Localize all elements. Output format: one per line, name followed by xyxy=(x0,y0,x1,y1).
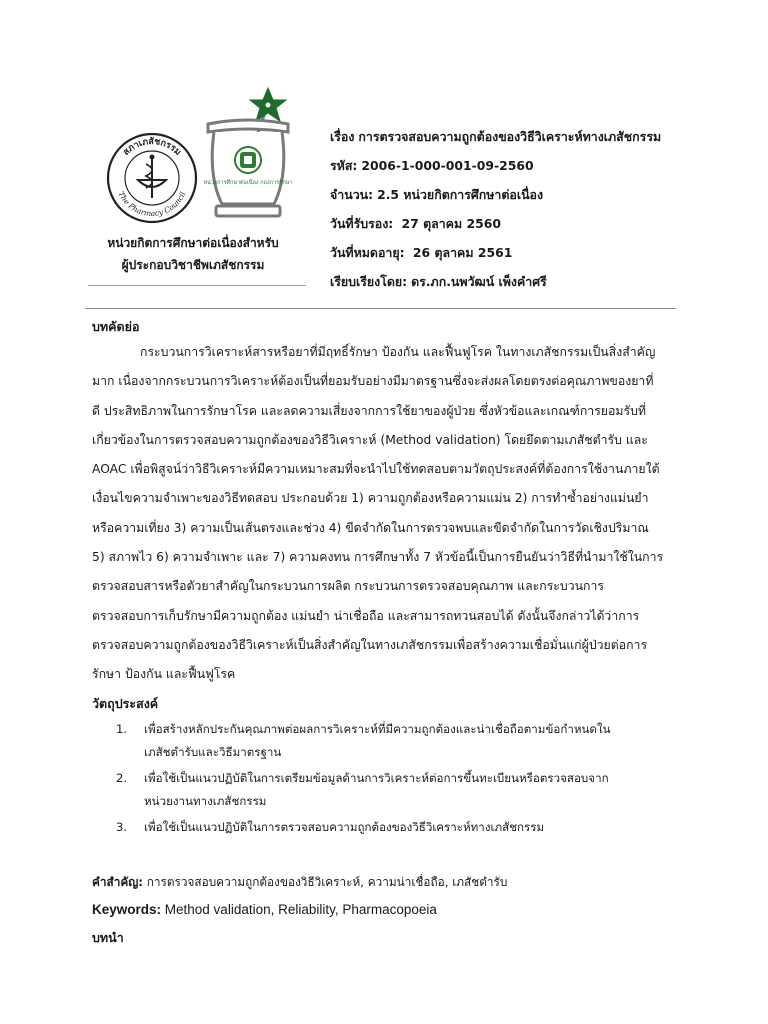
mortar-pestle-star-icon xyxy=(200,86,296,230)
abstract-line: เงื่อนไขความจำเพาะของวิธีทดสอบ ประกอบด้วย 1) ความถูกต้องหรือความแม่น 2) การทำซ้ำอย่างแม่นยำ xyxy=(92,491,649,506)
info-expiry-value: 26 ตุลาคม 2561 xyxy=(408,245,513,260)
objective-number: 1. xyxy=(116,721,128,736)
keywords-english-value: Method validation, Reliability, Pharmacopoeia xyxy=(161,901,437,917)
info-author-label: เรียบเรียงโดย: xyxy=(330,274,408,289)
keywords-english xyxy=(92,896,676,923)
info-title xyxy=(330,126,750,155)
course-info xyxy=(330,126,750,300)
info-code-label: รหัส: xyxy=(330,158,358,173)
abstract-line: รักษา ป้องกัน และฟื้นฟูโรค xyxy=(92,667,236,682)
objective-text: เพื่อใช้เป็นแนวปฏิบัติในการเตรียมข้อมูลด้านการวิเคราะห์ต่อการขึ้นทะเบียนหรือตรวจสอบจาก xyxy=(144,770,609,785)
objective-text-cont: เภสัชตำรับและวิธีมาตรฐาน xyxy=(144,744,282,759)
keywords-thai-label: คำสำคัญ: xyxy=(92,874,144,889)
abstract-line: 5) สภาพไว 6) ความจำเพาะ และ 7) ความคงทน การศึกษาทั้ง 7 หัวข้อนี้เป็นการยืนยันว่าวิธีที่นำมาใช้ในการ xyxy=(92,550,664,565)
info-credits-label: จำนวน: xyxy=(330,187,374,202)
document-body xyxy=(92,316,676,950)
abstract-line: เกี่ยวข้องในการตรวจสอบความถูกต้องของวิธีวิเคราะห์ (Method validation) โดยยึดตามเภสัชตำรับ และ xyxy=(92,432,648,447)
objective-number: 3. xyxy=(116,819,128,834)
abstract-line: หรือความเที่ยง 3) ความเป็นเส้นตรงและช่วง 4) ขีดจำกัดในการตรวจพบและขีดจำกัดในการวัดเชิงปริมาณ xyxy=(92,520,649,535)
objective-number: 2. xyxy=(116,770,128,785)
objective-item xyxy=(92,718,676,764)
abstract-line: มาก เนื่องจากกระบวนการวิเคราะห์ต้องเป็นที่ยอมรับอย่างมีมาตรฐานซึ่งจะส่งผลโดยตรงต่อคุณภาพของยาที่ xyxy=(92,374,654,389)
objective-item xyxy=(92,816,676,839)
keywords-english-label: Keywords: xyxy=(92,901,162,917)
objective-item xyxy=(92,767,676,813)
cpe-unit-caption xyxy=(80,232,306,276)
introduction-heading: บทนำ xyxy=(92,929,124,945)
info-author xyxy=(330,271,750,300)
cpe-unit-caption-line1: หน่วยกิตการศึกษาต่อเนื่องสำหรับ xyxy=(107,236,279,250)
keywords-thai-value: การตรวจสอบความถูกต้องของวิธีวิเคราะห์, ความน่าเชื่อถือ, เภสัชตำรับ xyxy=(143,874,508,889)
abstract-line: ตรวจสอบการเก็บรักษามีความถูกต้อง แม่นยำ น่าเชื่อถือ และสามารถทวนสอบได้ ดังนั้นจึงกล่าวได้ว่าการ xyxy=(92,608,640,623)
abstract-line: กระบวนการวิเคราะห์สารหรือยาที่มีฤทธิ์รักษา ป้องกัน และฟื้นฟูโรค ในทางเภสัชกรรมเป็นสิ่งสำคัญ xyxy=(140,345,656,359)
objective-text-cont: หน่วยงานทางเภสัชกรรม xyxy=(144,793,267,808)
objectives-heading: วัตถุประสงค์ xyxy=(92,695,159,711)
info-expiry-date xyxy=(330,242,750,271)
caption-divider xyxy=(88,285,306,286)
info-approved-label: วันที่รับรอง: xyxy=(330,216,394,231)
info-author-value: ดร.ภก.นพวัฒน์ เพ็งคำศรี xyxy=(411,274,547,289)
council-seal-icon xyxy=(104,128,200,224)
abstract-line: ตรวจสอบความถูกต้องของวิธีวิเคราะห์เป็นสิ่งสำคัญในทางเภสัชกรรมเพื่อสร้างความเชื่อมั่นแก่ผู้ป่วยต่อการ xyxy=(92,637,648,652)
keywords-thai xyxy=(92,869,676,896)
council-seal-top-text: สภาเภสัชกรรม xyxy=(121,136,183,158)
abstract-paragraph xyxy=(92,338,676,690)
mortar-inner-text: หน่วยการศึกษาต่อเนื่อง กองการศึกษา xyxy=(203,180,293,186)
header-divider xyxy=(85,308,676,309)
cpe-unit-caption-line2: ผู้ประกอบวิชาชีพเภสัชกรรม xyxy=(121,258,265,272)
abstract-line: ดี ประสิทธิภาพในการรักษาโรค และลดความเสี่ยงจากการใช้ยาของผู้ป่วย ซึ่งหัวข้อและเกณฑ์การยอมรับที่ xyxy=(92,403,647,418)
abstract-line: ตรวจสอบสารหรือตัวยาสำคัญในกระบวนการผลิต กระบวนการตรวจสอบคุณภาพ และกระบวนการ xyxy=(92,579,604,594)
info-title-value: การตรวจสอบความถูกต้องของวิธีวิเคราะห์ทางเภสัชกรรม xyxy=(358,129,662,144)
info-credits-value: 2.5 หน่วยกิตการศึกษาต่อเนื่อง xyxy=(377,187,544,202)
info-expiry-label: วันที่หมดอายุ: xyxy=(330,245,405,260)
objectives-list xyxy=(92,718,676,839)
objective-text: เพื่อสร้างหลักประกันคุณภาพต่อผลการวิเคราะห์ที่มีความถูกต้องและน่าเชื่อถือตามข้อกำหนดใน xyxy=(144,721,611,736)
objective-text: เพื่อใช้เป็นแนวปฏิบัติในการตรวจสอบความถูกต้องของวิธีวิเคราะห์ทางเภสัชกรรม xyxy=(144,819,545,834)
info-code-value: 2006-1-000-001-09-2560 xyxy=(361,158,534,173)
info-approved-value: 27 ตุลาคม 2560 xyxy=(397,216,501,231)
keywords-block xyxy=(92,869,676,923)
info-credits xyxy=(330,184,750,213)
council-seal-bottom-text: The Pharmacy Council xyxy=(116,190,188,219)
info-code xyxy=(330,155,750,184)
info-approved-date xyxy=(330,213,750,242)
abstract-line: AOAC เพื่อพิสูจน์ว่าวิธีวิเคราะห์มีความเหมาะสมที่จะนำไปใช้ทดสอบตามวัตถุประสงค์ที่ต้องการใช้งานภายใต้ xyxy=(92,462,660,477)
abstract-heading: บทคัดย่อ xyxy=(92,319,140,334)
info-title-label: เรื่อง xyxy=(330,129,355,144)
